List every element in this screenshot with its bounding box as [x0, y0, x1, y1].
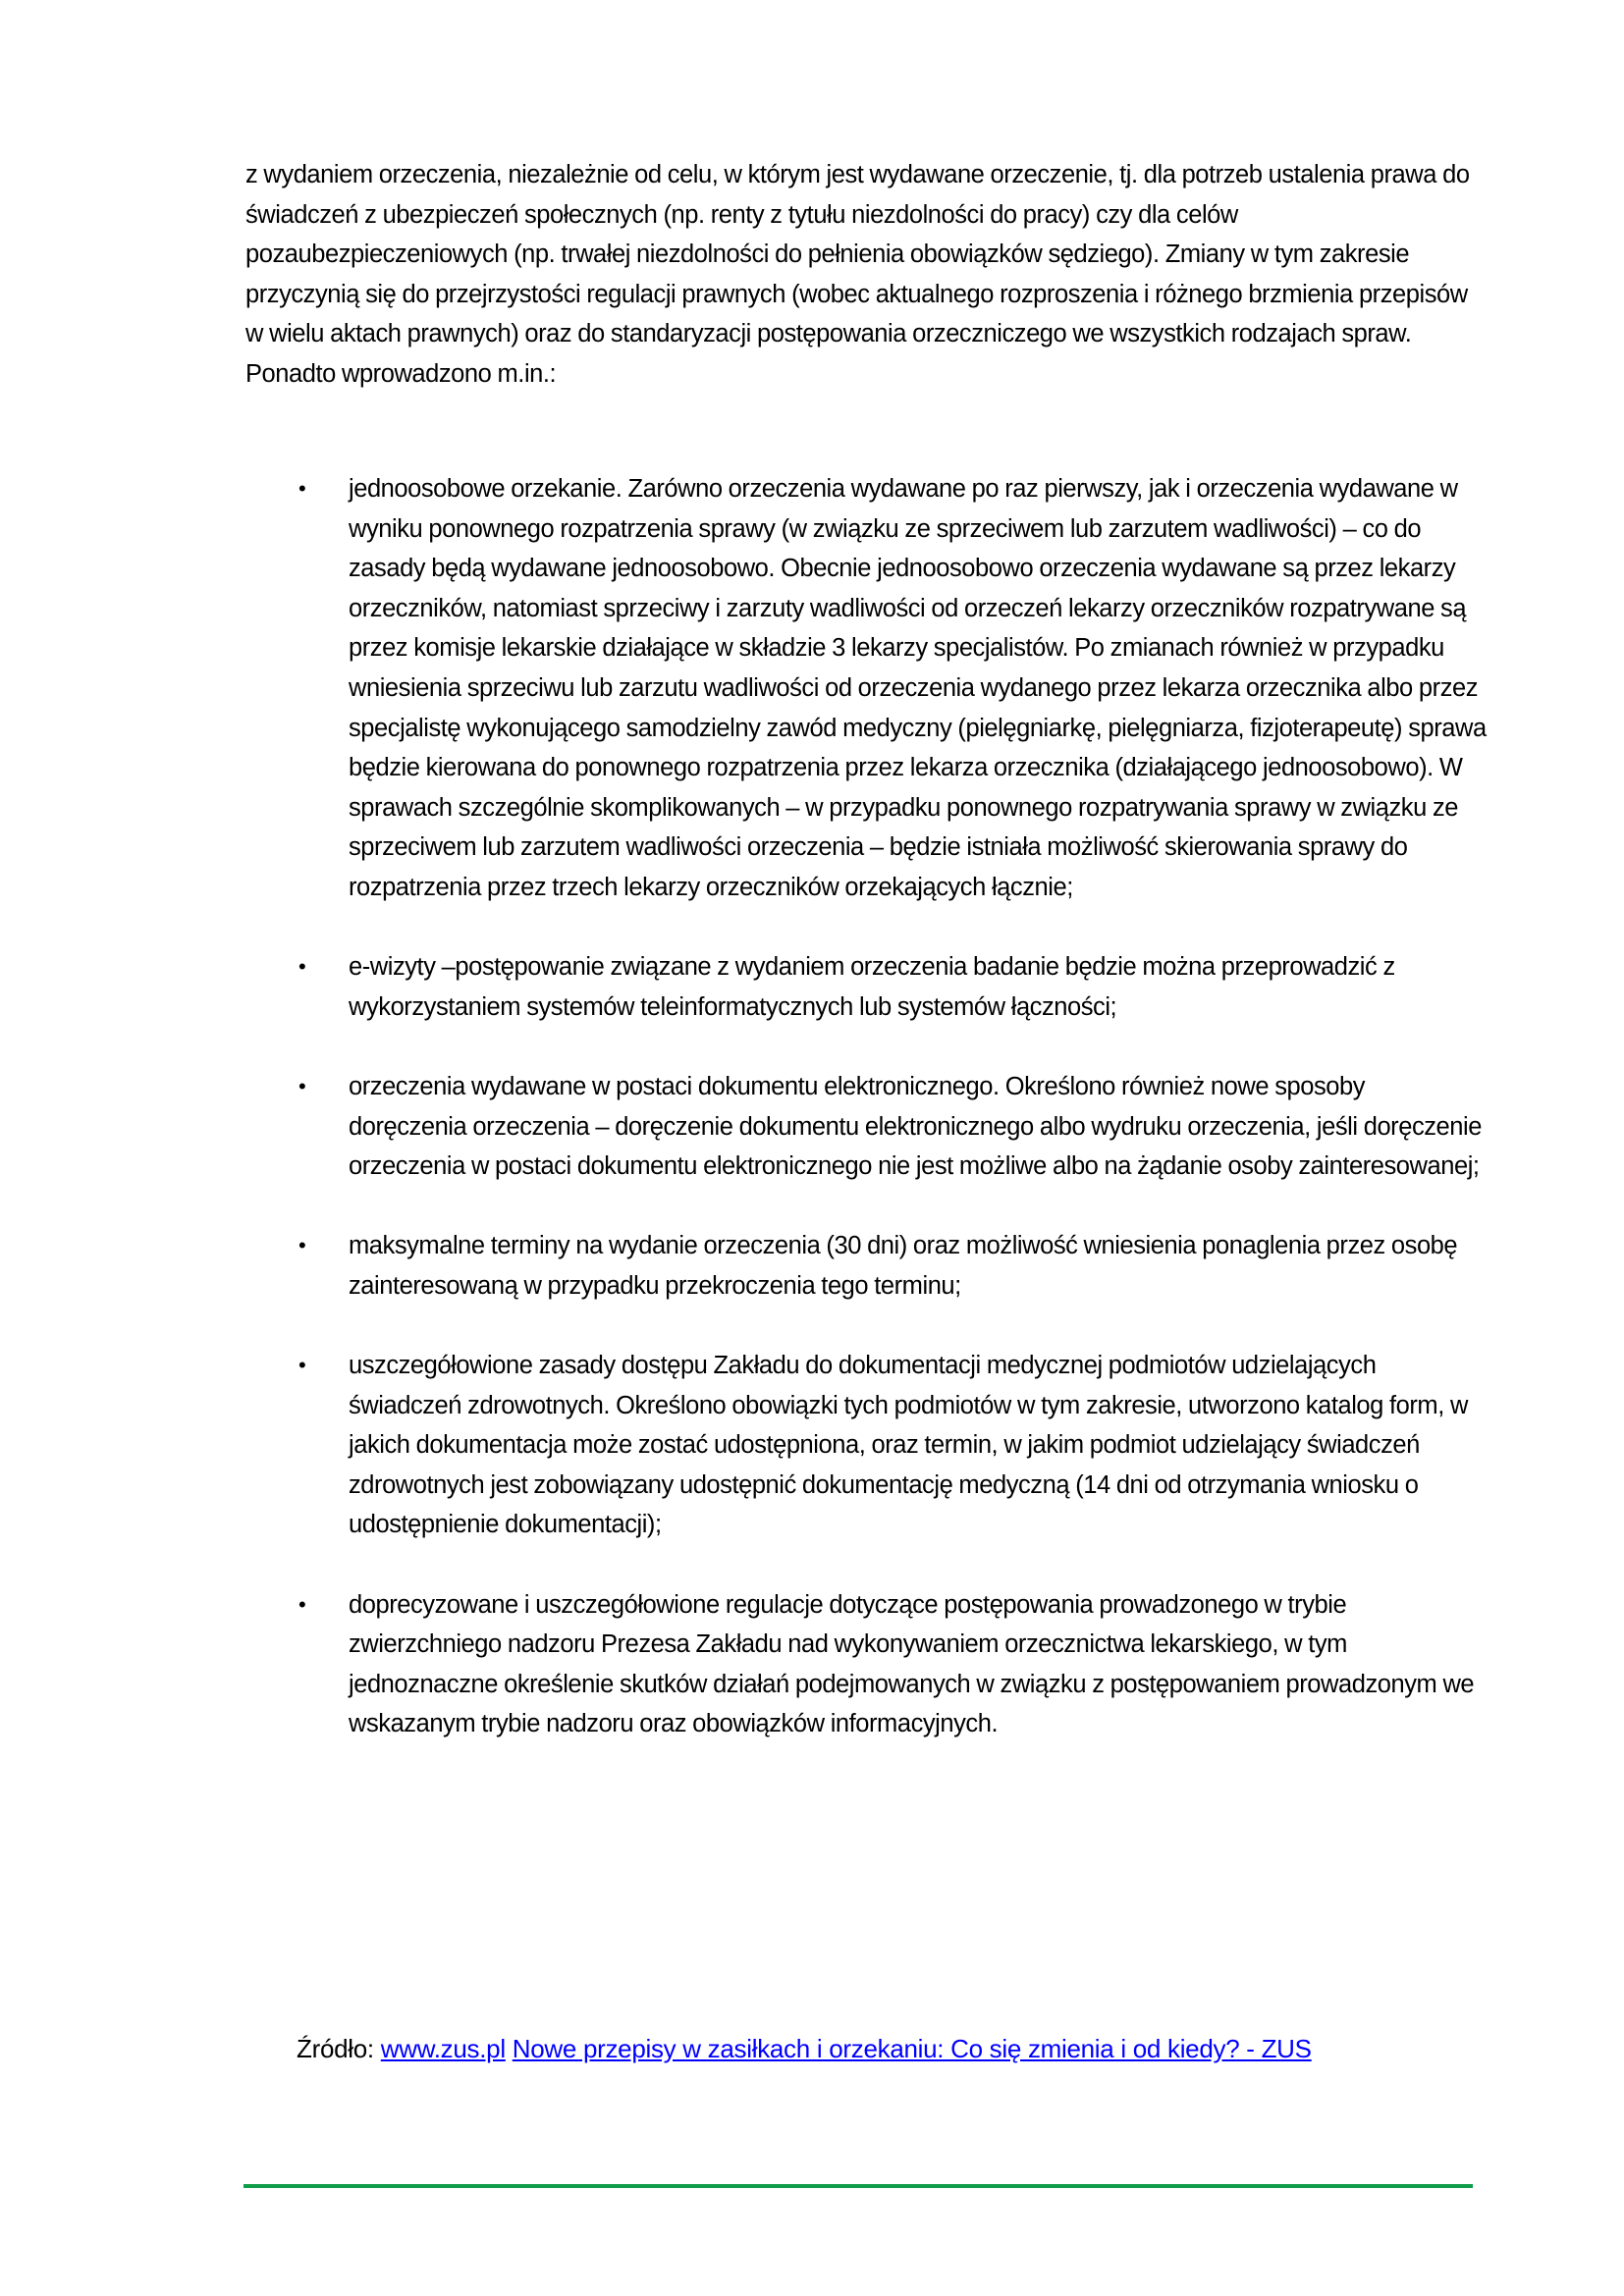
list-item	[295, 469, 1488, 908]
zus-homepage-link[interactable]: www.zus.pl	[380, 2034, 506, 2063]
bullet-icon: •	[298, 1353, 306, 1378]
bullet-icon: •	[298, 1591, 306, 1617]
list-item	[295, 1585, 1488, 1744]
changes-list	[295, 469, 1488, 1785]
source-line	[297, 2029, 1312, 2068]
list-item	[295, 1067, 1488, 1187]
footer-divider	[244, 2184, 1473, 2188]
bullet-icon: •	[298, 954, 306, 980]
list-item-text: uszczegółowione zasady dostępu Zakładu do dokumentacji medycznej podmiotów udzielających świadczeń zdrowotnych. Określono obowiązki tych podmiotów w tym zakresie, utworzono katalog form, w jakich dokumentacja może zostać udostępniona, oraz termin, w jakim podmiot udzielający świadczeń zdrowotnych jest zobowiązany udostępnić dokumentację medyczną (14 dni od otrzymania wniosku o udostępnienie dokumentacji);	[349, 1352, 1468, 1539]
zus-article-link[interactable]: Nowe przepisy w zasiłkach i orzekaniu: Co się zmienia i od kiedy? - ZUS	[512, 2034, 1312, 2063]
intro-paragraph: z wydaniem orzeczenia, niezależnie od celu, w którym jest wydawane orzeczenie, tj. dla potrzeb ustalenia prawa do świadczeń z ubezpieczeń społecznych (np. renty z tytułu niezdolności do pracy) czy dla celów pozaubezpieczeniowych (np. trwałej niezdolności do pełnienia obowiązków sędziego). Zmiany w tym zakresie przyczynią się do przejrzystości regulacji prawnych (wobec aktualnego rozproszenia i różnego brzmienia przepisów w wielu aktach prawnych) oraz do standaryzacji postępowania orzeczniczego we wszystkich rodzajach spraw. Ponadto wprowadzono m.in.:	[245, 161, 1470, 388]
list-item	[295, 1226, 1488, 1306]
list-item	[295, 947, 1488, 1027]
list-item-text: orzeczenia wydawane w postaci dokumentu elektronicznego. Określono również nowe sposoby doręczenia orzeczenia – doręczenie dokumentu elektronicznego albo wydruku orzeczenia, jeśli doręczenie orzeczenia w postaci dokumentu elektronicznego nie jest możliwe albo na żądanie osoby zainteresowanej;	[349, 1072, 1482, 1181]
source-label: Źródło:	[297, 2034, 374, 2063]
list-item-text: maksymalne terminy na wydanie orzeczenia (30 dni) oraz możliwość wniesienia ponaglenia przez osobę zainteresowaną w przypadku przekroczenia tego terminu;	[349, 1232, 1458, 1300]
list-item	[295, 1346, 1488, 1545]
list-item-text: doprecyzowane i uszczegółowione regulacje dotyczące postępowania prowadzonego w trybie zwierzchniego nadzoru Prezesa Zakładu nad wykonywaniem orzecznictwa lekarskiego, w tym jednoznaczne określenie skutków działań podejmowanych w związku z postępowaniem prowadzonym we wskazanym trybie nadzoru oraz obowiązków informacyjnych.	[349, 1590, 1475, 1738]
bullet-icon: •	[298, 1073, 306, 1098]
bullet-icon: •	[298, 476, 306, 501]
bullet-icon: •	[298, 1233, 306, 1258]
list-item-text: e-wizyty –postępowanie związane z wydaniem orzeczenia badanie będzie można przeprowadzić z wykorzystaniem systemów teleinformatycznych lub systemów łączności;	[349, 953, 1395, 1021]
list-item-text: jednoosobowe orzekanie. Zarówno orzeczenia wydawane po raz pierwszy, jak i orzeczenia wydawane w wyniku ponownego rozpatrzenia sprawy (w związku ze sprzeciwem lub zarzutem wadliwości) – co do zasady będą wydawane jednoosobowo. Obecnie jednoosobowo orzeczenia wydawane są przez lekarzy orzeczników, natomiast sprzeciwy i zarzuty wadliwości od orzeczeń lekarzy orzeczników rozpatrywane są przez komisje lekarskie działające w składzie 3 lekarzy specjalistów. Po zmianach również w przypadku wniesienia sprzeciwu lub zarzutu wadliwości od orzeczenia wydanego przez lekarza orzecznika albo przez specjalistę wykonującego samodzielny zawód medyczny (pielęgniarkę, pielęgniarza, fizjoterapeutę) sprawa będzie kierowana do ponownego rozpatrzenia przez lekarza orzecznika (działającego jednoosobowo). W sprawach szczególnie skomplikowanych – w przypadku ponownego rozpatrywania sprawy w związku ze sprzeciwem lub zarzutem wadliwości orzeczenia – będzie istniała możliwość skierowania sprawy do rozpatrzenia przez trzech lekarzy orzeczników orzekających łącznie;	[349, 475, 1487, 901]
